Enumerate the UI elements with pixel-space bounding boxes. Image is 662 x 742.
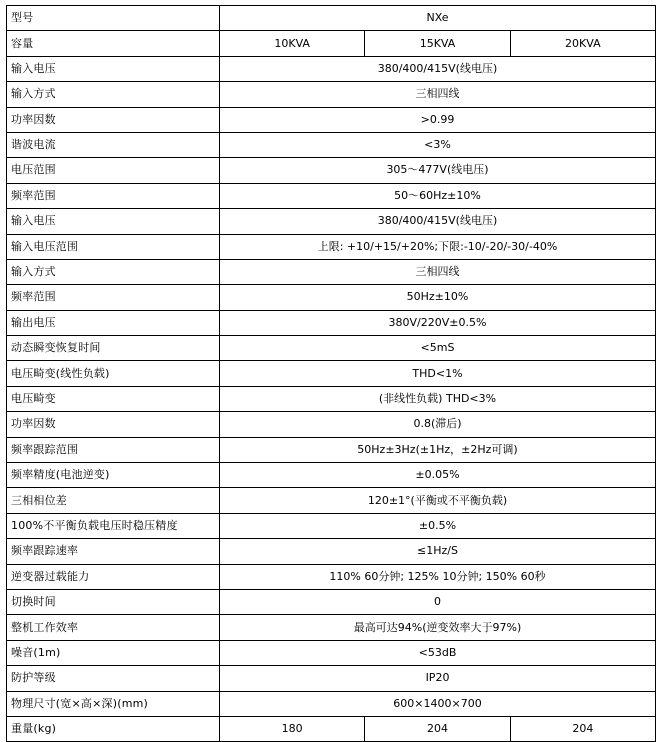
row-value: IP20 xyxy=(220,666,656,691)
table-row xyxy=(7,488,656,513)
row-label: 防护等级 xyxy=(7,666,220,691)
row-label: 切换时间 xyxy=(7,589,220,614)
row-value: 180 xyxy=(220,716,365,741)
row-label: 电压畸变(线性负载) xyxy=(7,361,220,386)
table-row xyxy=(7,437,656,462)
specification-table xyxy=(6,5,656,742)
table-row xyxy=(7,132,656,157)
row-value: ±0.5% xyxy=(220,513,656,538)
row-value: >0.99 xyxy=(220,107,656,132)
row-label: 型号 xyxy=(7,6,220,31)
table-row xyxy=(7,183,656,208)
table-row xyxy=(7,158,656,183)
specification-table-body xyxy=(7,6,656,742)
row-label: 三相相位差 xyxy=(7,488,220,513)
row-value: 三相四线 xyxy=(220,82,656,107)
row-label: 输入电压范围 xyxy=(7,234,220,259)
row-value: (非线性负载) THD<3% xyxy=(220,386,656,411)
row-label: 频率精度(电池逆变) xyxy=(7,463,220,488)
row-label: 重量(kg) xyxy=(7,716,220,741)
table-row xyxy=(7,234,656,259)
row-label: 100%不平衡负载电压时稳压精度 xyxy=(7,513,220,538)
table-row xyxy=(7,412,656,437)
row-value: 50～60Hz±10% xyxy=(220,183,656,208)
row-label: 功率因数 xyxy=(7,412,220,437)
row-value: 20KVA xyxy=(510,31,655,56)
row-value: THD<1% xyxy=(220,361,656,386)
table-row xyxy=(7,259,656,284)
row-label: 物理尺寸(宽×高×深)(mm) xyxy=(7,691,220,716)
table-row xyxy=(7,31,656,56)
table-row xyxy=(7,361,656,386)
row-label: 频率跟踪速率 xyxy=(7,539,220,564)
spec-sheet xyxy=(0,5,662,736)
row-value: 380/400/415V(线电压) xyxy=(220,209,656,234)
row-value: 0 xyxy=(220,589,656,614)
table-row xyxy=(7,691,656,716)
row-value: 204 xyxy=(510,716,655,741)
table-row xyxy=(7,615,656,640)
row-label: 谐波电流 xyxy=(7,132,220,157)
table-row xyxy=(7,589,656,614)
table-row xyxy=(7,386,656,411)
row-value: 380/400/415V(线电压) xyxy=(220,56,656,81)
row-value: 305～477V(线电压) xyxy=(220,158,656,183)
row-value: ≤1Hz/S xyxy=(220,539,656,564)
table-row xyxy=(7,666,656,691)
row-label: 输入方式 xyxy=(7,82,220,107)
table-row xyxy=(7,564,656,589)
row-value: <5mS xyxy=(220,336,656,361)
table-row xyxy=(7,539,656,564)
table-row xyxy=(7,640,656,665)
row-value: 600×1400×700 xyxy=(220,691,656,716)
row-value: 10KVA xyxy=(220,31,365,56)
table-row xyxy=(7,209,656,234)
row-value: 120±1°(平衡或不平衡负载) xyxy=(220,488,656,513)
row-label: 频率范围 xyxy=(7,285,220,310)
row-value: 最高可达94%(逆变效率大于97%) xyxy=(220,615,656,640)
row-label: 输入方式 xyxy=(7,259,220,284)
row-value: ±0.05% xyxy=(220,463,656,488)
table-row xyxy=(7,513,656,538)
row-value: <53dB xyxy=(220,640,656,665)
row-label: 频率跟踪范围 xyxy=(7,437,220,462)
table-row xyxy=(7,463,656,488)
row-value: 380V/220V±0.5% xyxy=(220,310,656,335)
table-row xyxy=(7,107,656,132)
row-value: 0.8(滞后) xyxy=(220,412,656,437)
table-row xyxy=(7,285,656,310)
row-value: 15KVA xyxy=(365,31,510,56)
row-value: 三相四线 xyxy=(220,259,656,284)
row-label: 动态瞬变恢复时间 xyxy=(7,336,220,361)
table-row xyxy=(7,336,656,361)
row-label: 电压范围 xyxy=(7,158,220,183)
table-row xyxy=(7,56,656,81)
row-label: 整机工作效率 xyxy=(7,615,220,640)
row-label: 容量 xyxy=(7,31,220,56)
row-label: 电压畸变 xyxy=(7,386,220,411)
table-row xyxy=(7,716,656,741)
table-row xyxy=(7,310,656,335)
row-label: 输入电压 xyxy=(7,209,220,234)
row-value: 上限: +10/+15/+20%;下限:-10/-20/-30/-40% xyxy=(220,234,656,259)
row-label: 输入电压 xyxy=(7,56,220,81)
row-label: 逆变器过载能力 xyxy=(7,564,220,589)
row-value: 204 xyxy=(365,716,510,741)
row-value: NXe xyxy=(220,6,656,31)
row-value: 50Hz±10% xyxy=(220,285,656,310)
row-value: 110% 60分钟; 125% 10分钟; 150% 60秒 xyxy=(220,564,656,589)
table-row xyxy=(7,6,656,31)
row-label: 频率范围 xyxy=(7,183,220,208)
row-label: 噪音(1m) xyxy=(7,640,220,665)
row-label: 输出电压 xyxy=(7,310,220,335)
row-value: 50Hz±3Hz(±1Hz，±2Hz可调) xyxy=(220,437,656,462)
row-label: 功率因数 xyxy=(7,107,220,132)
table-row xyxy=(7,82,656,107)
row-value: <3% xyxy=(220,132,656,157)
